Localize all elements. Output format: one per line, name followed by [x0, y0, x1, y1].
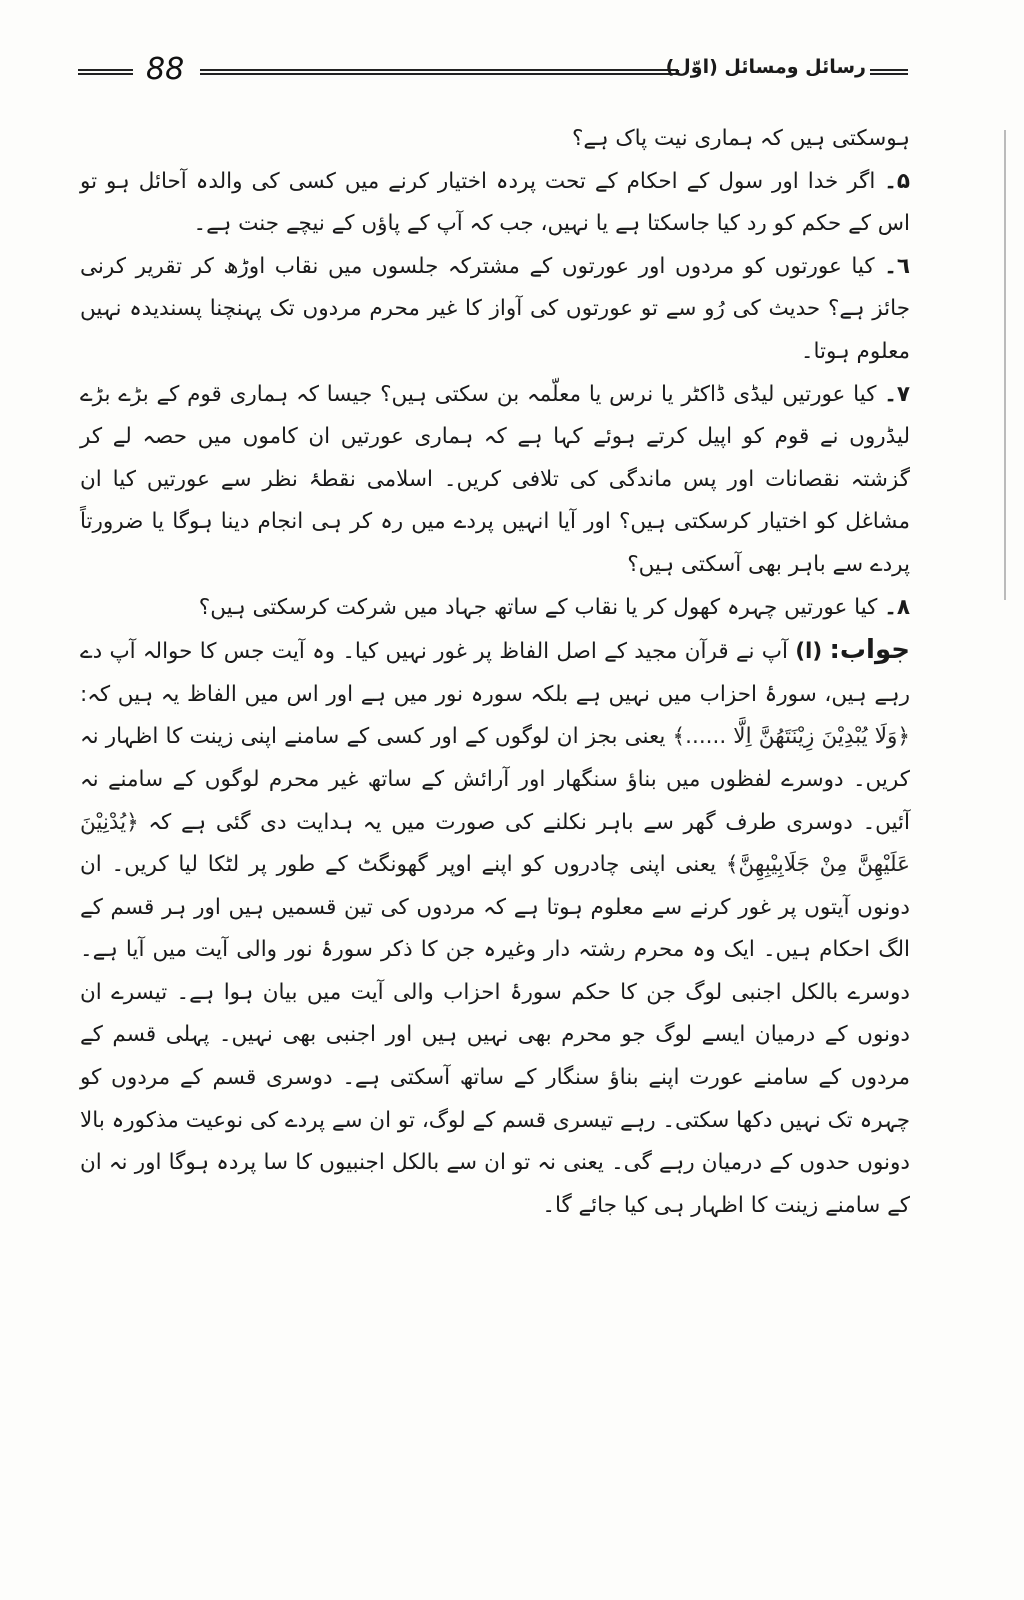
- book-title: رسائل ومسائل (اوّل): [665, 56, 866, 78]
- answer-text: یعنی اپنی چادروں کو اپنے اوپر گھونگٹ کے طور پر لٹکا لیا کریں۔ ان دونوں آیتوں پر غور کرنے سے معلوم ہوتا ہے کہ مردوں کی تین قسمیں ہیں اور ہر قسم کے الگ احکام ہیں۔ ایک وہ محرم رشتہ دار وغیرہ جن کا ذکر سورۂ نور والی آیت میں آیا ہے۔ دوسرے بالکل اجنبی لوگ جن کا حکم سورۂ احزاب والی آیت میں بیان ہوا ہے۔ تیسرے ان دونوں کے درمیان ایسے لوگ جو محرم بھی نہیں ہیں اور اجنبی بھی نہیں۔ پہلی قسم کے مردوں کے سامنے عورت اپنے بناؤ سنگار کے ساتھ آسکتی ہے۔ دوسری قسم کے مردوں کو چہرہ تک نہیں دکھا سکتی۔ رہے تیسری قسم کے لوگ، تو ان سے پردے کی نوعیت مذکورہ بالا دونوں حدوں کے درمیان رہے گی۔ یعنی نہ تو ان سے بالکل اجنبیوں کا سا پردہ ہوگا اور نہ ان کے سامنے زینت کا اظہار ہی کیا جائے گا۔: [80, 852, 910, 1218]
- question-number: ۸۔: [884, 594, 910, 620]
- page-body: [80, 118, 910, 1227]
- question-text: کیا عورتیں چہرہ کھول کر یا نقاب کے ساتھ جہاد میں شرکت کرسکتی ہیں؟: [198, 594, 878, 620]
- question-6: [80, 246, 910, 374]
- quran-verse: ﴿یُدْنِیْنَ عَلَیْھِنَّ مِنْ جَلَابِیْبِھِنَّ﴾: [80, 809, 910, 878]
- header-rule-right: [870, 69, 908, 75]
- paragraph-text: ہوسکتی ہیں کہ ہماری نیت پاک ہے؟: [571, 126, 910, 151]
- header-rule-left: [78, 69, 133, 75]
- question-number: ۷۔: [884, 381, 910, 407]
- answer-part-number: (ا): [795, 639, 823, 665]
- question-5: [80, 161, 910, 246]
- question-8: [80, 587, 910, 630]
- question-number: ۵۔: [884, 168, 910, 194]
- question-7: [80, 374, 910, 587]
- page-number: 88: [146, 52, 185, 87]
- quran-verse: ﴿وَلَا یُبْدِیْنَ زِیْنَتَھُنَّ اِلَّا ......﴾: [672, 724, 910, 750]
- question-number: ٦۔: [884, 253, 910, 279]
- page-header: [78, 52, 908, 92]
- question-text: اگر خدا اور سول کے احکام کے تحت پردہ اختیار کرنے میں کسی کی والدہ آحائل ہو تو اس کے حکم کو رد کیا جاسکتا ہے یا نہیں، جب کہ آپ کے پاؤں کے نیچے جنت ہے۔: [80, 168, 910, 237]
- answer-text: آپ نے قرآن مجید کے اصل الفاظ پر غور نہیں کیا۔ وہ آیت جس کا حوالہ آپ دے رہے ہیں، سورۂ احزاب میں نہیں ہے بلکہ سورہ نور میں ہے اور اس میں الفاظ یہ ہیں کہ:: [80, 639, 910, 707]
- answer-paragraph: [80, 629, 910, 1227]
- header-rule-middle: [200, 69, 678, 75]
- question-text: کیا عورتوں کو مردوں اور عورتوں کے مشترکہ جلسوں میں نقاب اوڑھ کر تقریر کرنی جائز ہے؟ حدیث کی رُو سے تو عورتوں کی آواز کا غیر محرم مردوں تک پہنچنا پسندیدہ نہیں معلوم ہوتا۔: [80, 253, 910, 364]
- question-text: کیا عورتیں لیڈی ڈاکٹر یا نرس یا معلّمہ بن سکتی ہیں؟ جیسا کہ ہماری قوم کے بڑے بڑے لیڈروں نے قوم کو اپیل کرتے ہوئے کہا ہے کہ ہماری عورتیں ان کاموں میں حصہ لے کر گزشتہ نقصانات اور پس ماندگی کی تلافی کریں۔ اسلامی نقطۂ نظر سے عورتیں کیا ان مشاغل کو اختیار کرسکتی ہیں؟ اور آیا انہیں پردے میں رہ کر ہی انجام دینا ہوگا یا ضرورتاً پردے سے باہر بھی آسکتی ہیں؟: [80, 381, 910, 577]
- scan-edge-line: [1004, 130, 1006, 600]
- answer-label: جواب:: [829, 635, 911, 666]
- answer-text: یعنی بجز ان لوگوں کے اور کسی کے سامنے اپنی زینت کا اظہار نہ کریں۔ دوسرے لفظوں میں بناؤ سنگھار اور آرائش کے ساتھ غیر محرم لوگوں کے سامنے نہ آئیں۔ دوسری طرف گھر سے باہر نکلنے کی صورت میں یہ ہدایت دی گئی ہے کہ: [80, 724, 910, 835]
- paragraph: [80, 118, 910, 161]
